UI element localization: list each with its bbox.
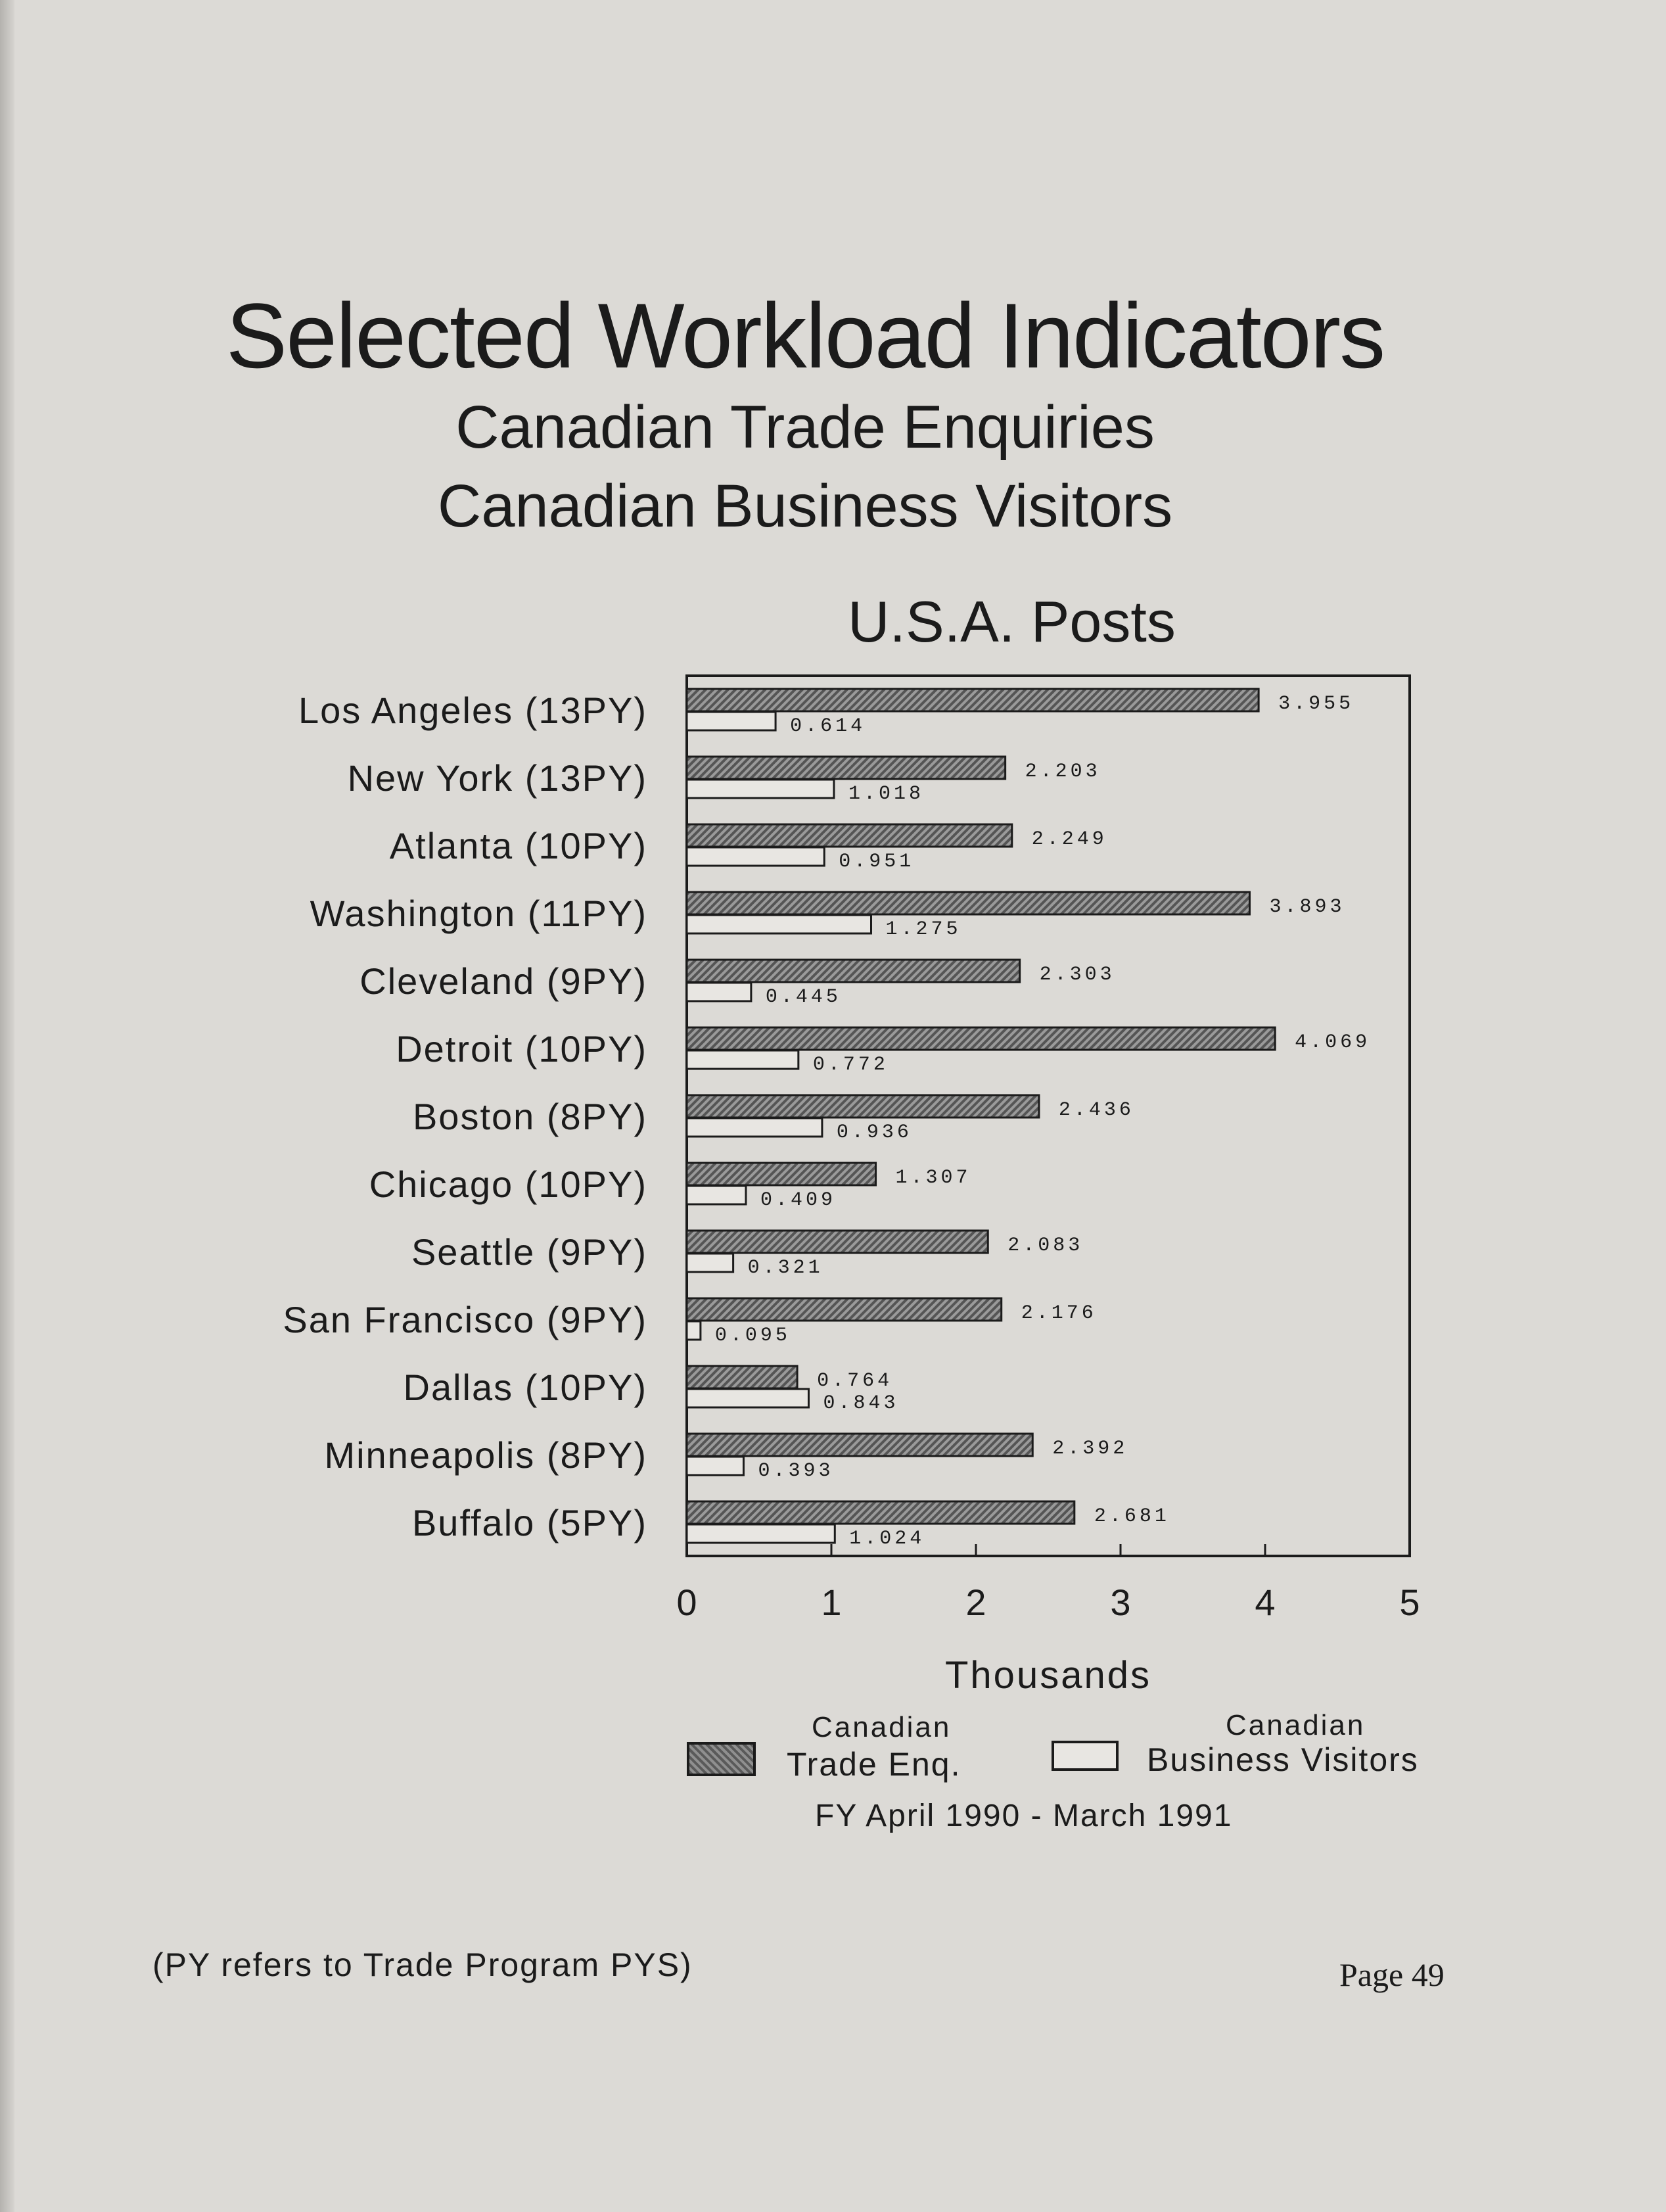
bar-business-visitors-cleveland-9py: [687, 983, 751, 1001]
category-label-washington-11py: Washington (11PY): [310, 893, 647, 934]
legend-visitors-category: Canadian: [1226, 1709, 1366, 1741]
data-label-trade-enquiries-atlanta-10py: 2.249: [1031, 828, 1107, 851]
bar-trade-enquiries-detroit-10py: [687, 1027, 1275, 1050]
bar-business-visitors-chicago-10py: [687, 1186, 746, 1204]
bar-business-visitors-minneapolis-8py: [687, 1457, 743, 1475]
x-tick-label-1: 1: [821, 1582, 842, 1623]
bar-trade-enquiries-new-york-13py: [687, 757, 1006, 779]
category-label-boston-8py: Boston (8PY): [412, 1096, 647, 1137]
x-tick-label-4: 4: [1255, 1582, 1276, 1623]
bar-trade-enquiries-san-francisco-9py: [687, 1298, 1002, 1321]
category-label-atlanta-10py: Atlanta (10PY): [389, 825, 647, 866]
data-label-business-visitors-los-angeles-13py: 0.614: [790, 715, 866, 738]
legend-label-business-visitors: Business Visitors: [1147, 1741, 1419, 1778]
category-label-detroit-10py: Detroit (10PY): [396, 1028, 647, 1070]
data-label-trade-enquiries-dallas-10py: 0.764: [817, 1370, 893, 1392]
footnote: (PY refers to Trade Program PYS): [152, 1946, 693, 1983]
x-axis-label: Thousands: [945, 1654, 1151, 1697]
bar-business-visitors-seattle-9py: [687, 1254, 733, 1272]
category-label-cleveland-9py: Cleveland (9PY): [359, 960, 647, 1002]
x-tick-label-5: 5: [1399, 1582, 1420, 1623]
bar-trade-enquiries-los-angeles-13py: [687, 689, 1259, 711]
data-label-business-visitors-buffalo-5py: 1.024: [849, 1528, 925, 1550]
bar-trade-enquiries-atlanta-10py: [687, 824, 1012, 847]
data-label-trade-enquiries-san-francisco-9py: 2.176: [1021, 1302, 1097, 1325]
x-tick-label-3: 3: [1110, 1582, 1131, 1623]
bar-trade-enquiries-washington-11py: [687, 892, 1249, 914]
data-label-trade-enquiries-chicago-10py: 1.307: [895, 1167, 971, 1189]
bar-business-visitors-atlanta-10py: [687, 847, 824, 866]
fiscal-year-note: FY April 1990 - March 1991: [815, 1799, 1233, 1833]
data-label-business-visitors-seattle-9py: 0.321: [747, 1257, 823, 1279]
data-label-trade-enquiries-los-angeles-13py: 3.955: [1278, 693, 1354, 715]
bar-trade-enquiries-boston-8py: [687, 1095, 1039, 1118]
data-label-business-visitors-dallas-10py: 0.843: [823, 1392, 899, 1415]
chart-title: U.S.A. Posts: [848, 589, 1176, 654]
data-label-trade-enquiries-boston-8py: 2.436: [1058, 1099, 1134, 1121]
legend-label-trade-enquiries: Trade Enq.: [787, 1746, 961, 1783]
category-label-minneapolis-8py: Minneapolis (8PY): [324, 1434, 647, 1476]
data-label-business-visitors-cleveland-9py: 0.445: [765, 986, 841, 1008]
data-label-trade-enquiries-new-york-13py: 2.203: [1025, 761, 1101, 783]
legend-trade-category: Canadian: [812, 1711, 952, 1743]
subtitle-line-1: Canadian Trade Enquiries: [455, 394, 1155, 461]
bar-trade-enquiries-chicago-10py: [687, 1163, 876, 1185]
data-label-trade-enquiries-detroit-10py: 4.069: [1295, 1031, 1371, 1054]
data-label-business-visitors-atlanta-10py: 0.951: [839, 851, 915, 873]
bar-trade-enquiries-dallas-10py: [687, 1366, 797, 1388]
data-label-trade-enquiries-buffalo-5py: 2.681: [1094, 1505, 1170, 1528]
bar-trade-enquiries-cleveland-9py: [687, 960, 1020, 982]
bar-trade-enquiries-seattle-9py: [687, 1231, 988, 1253]
data-label-business-visitors-new-york-13py: 1.018: [848, 783, 924, 805]
bar-business-visitors-boston-8py: [687, 1118, 822, 1137]
bar-business-visitors-dallas-10py: [687, 1389, 808, 1407]
category-label-san-francisco-9py: San Francisco (9PY): [283, 1299, 647, 1340]
category-label-los-angeles-13py: Los Angeles (13PY): [298, 690, 647, 731]
bar-business-visitors-los-angeles-13py: [687, 712, 775, 730]
category-label-dallas-10py: Dallas (10PY): [403, 1367, 647, 1408]
x-tick-label-0: 0: [676, 1582, 697, 1623]
category-label-buffalo-5py: Buffalo (5PY): [411, 1502, 647, 1543]
category-label-chicago-10py: Chicago (10PY): [369, 1164, 647, 1205]
category-label-seattle-9py: Seattle (9PY): [411, 1231, 647, 1273]
bar-business-visitors-san-francisco-9py: [687, 1321, 701, 1340]
data-label-business-visitors-chicago-10py: 0.409: [760, 1189, 836, 1212]
data-label-trade-enquiries-washington-11py: 3.893: [1269, 896, 1345, 918]
bar-trade-enquiries-minneapolis-8py: [687, 1434, 1032, 1456]
subtitle-line-2: Canadian Business Visitors: [437, 473, 1173, 540]
data-label-business-visitors-washington-11py: 1.275: [885, 918, 961, 941]
data-label-trade-enquiries-seattle-9py: 2.083: [1007, 1235, 1084, 1257]
legend-swatch-trade-enquiries: [687, 1742, 756, 1776]
data-label-business-visitors-detroit-10py: 0.772: [812, 1054, 889, 1076]
bar-trade-enquiries-buffalo-5py: [687, 1501, 1075, 1524]
bar-business-visitors-washington-11py: [687, 915, 871, 933]
bar-chart: [0, 657, 1666, 1709]
bar-business-visitors-new-york-13py: [687, 780, 834, 798]
data-label-business-visitors-san-francisco-9py: 0.095: [714, 1325, 791, 1347]
bar-business-visitors-detroit-10py: [687, 1050, 798, 1069]
data-label-business-visitors-boston-8py: 0.936: [836, 1121, 912, 1144]
x-tick-label-2: 2: [965, 1582, 986, 1623]
data-label-trade-enquiries-cleveland-9py: 2.303: [1039, 964, 1115, 986]
category-label-new-york-13py: New York (13PY): [347, 757, 647, 799]
page-title: Selected Workload Indicators: [225, 284, 1385, 387]
data-label-trade-enquiries-minneapolis-8py: 2.392: [1052, 1438, 1128, 1460]
page-number: Page 49: [1339, 1956, 1445, 1993]
legend-swatch-business-visitors: [1052, 1741, 1119, 1771]
bar-business-visitors-buffalo-5py: [687, 1524, 835, 1543]
data-label-business-visitors-minneapolis-8py: 0.393: [758, 1460, 834, 1482]
